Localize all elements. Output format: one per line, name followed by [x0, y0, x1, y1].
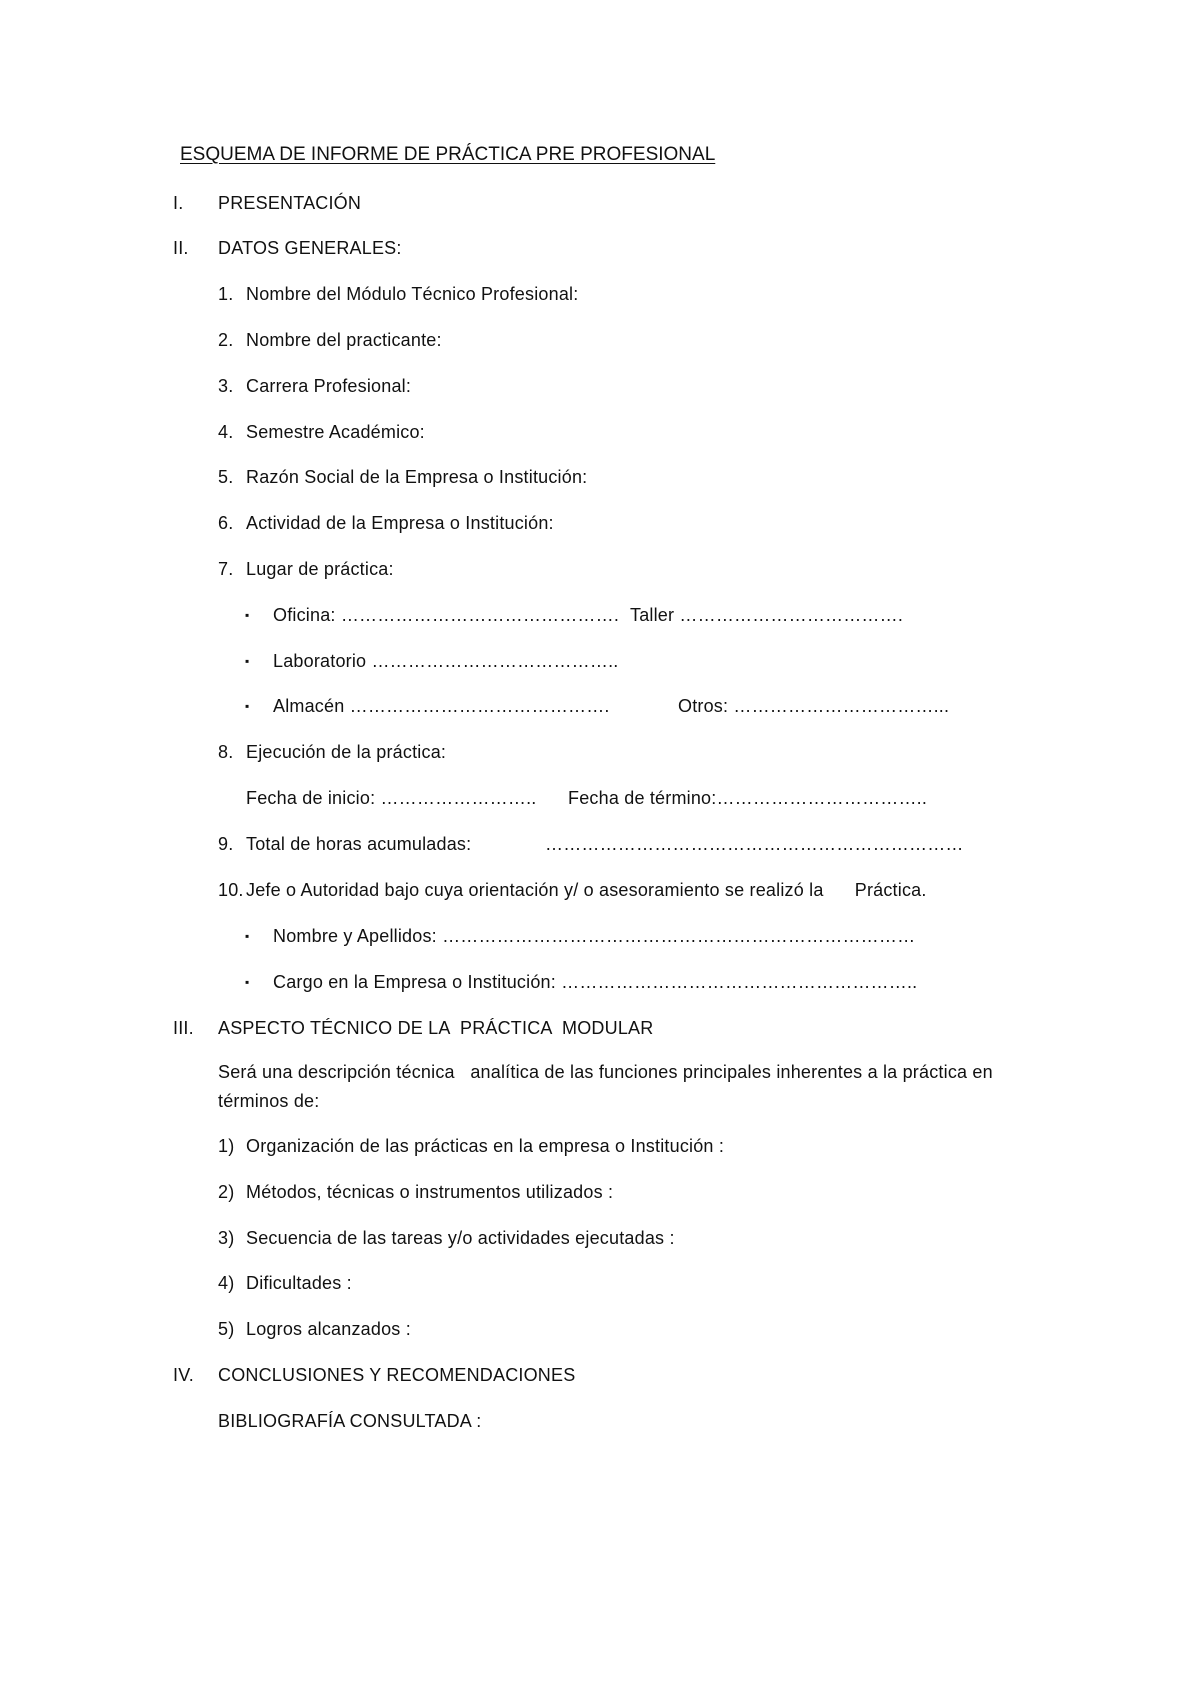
- bullet-icon: ▪: [245, 929, 250, 943]
- taller-field: Taller ……………………………….: [630, 605, 904, 625]
- item-number: 7.: [218, 559, 234, 579]
- item-label: Organización de las prácticas en la empresa o Institución :: [246, 1136, 725, 1156]
- bullet-icon: ▪: [245, 654, 250, 668]
- bullet-icon: ▪: [245, 699, 250, 713]
- laboratorio-field: Laboratorio …………………………………..: [273, 651, 619, 671]
- item-label: Jefe o Autoridad bajo cuya orientación y/ o asesoramiento se realizó la Práctica.: [246, 880, 927, 900]
- section-number: I.: [173, 193, 184, 213]
- oficina-field: Oficina: ……………………………………….: [273, 605, 620, 625]
- horas-field: ……………………………………………………………: [545, 834, 964, 854]
- item-number: 10.: [218, 880, 244, 900]
- item-number: 4.: [218, 422, 234, 442]
- item-number: 2): [218, 1182, 235, 1202]
- item-number: 6.: [218, 513, 234, 533]
- item-number: 9.: [218, 834, 234, 854]
- item-label: Semestre Académico:: [246, 422, 425, 442]
- item-number: 4): [218, 1273, 235, 1293]
- section-number: IV.: [173, 1365, 194, 1385]
- cargo-field: Cargo en la Empresa o Institución: …………………………………………………..: [273, 972, 918, 992]
- nombre-apellidos-field: Nombre y Apellidos: ……………………………………………………………………: [273, 926, 916, 946]
- item-number: 8.: [218, 742, 234, 762]
- item-number: 3.: [218, 376, 234, 396]
- document-title: ESQUEMA DE INFORME DE PRÁCTICA PRE PROFESIONAL: [180, 144, 716, 165]
- aspecto-description: Será una descripción técnica analítica de las funciones principales inherentes a la práctica en términos de:: [218, 1062, 999, 1111]
- item-label: Ejecución de la práctica:: [246, 742, 447, 762]
- item-number: 1.: [218, 284, 234, 304]
- item-label: Logros alcanzados :: [246, 1319, 411, 1339]
- fecha-inicio-field: Fecha de inicio: ……………………..: [246, 788, 537, 808]
- item-label: Actividad de la Empresa o Institución:: [246, 513, 554, 533]
- item-label: Métodos, técnicas o instrumentos utilizados :: [246, 1182, 614, 1202]
- item-number: 5.: [218, 467, 234, 487]
- otros-field: Otros: ……………………………...: [678, 696, 950, 716]
- item-label: Total de horas acumuladas:: [246, 834, 472, 854]
- item-label: Razón Social de la Empresa o Institución:: [246, 467, 588, 487]
- section-label: ASPECTO TÉCNICO DE LA PRÁCTICA MODULAR: [218, 1018, 654, 1038]
- item-label: Nombre del Módulo Técnico Profesional:: [246, 284, 579, 304]
- bibliografia-label: BIBLIOGRAFÍA CONSULTADA :: [218, 1411, 482, 1431]
- item-label: Secuencia de las tareas y/o actividades ejecutadas :: [246, 1228, 675, 1248]
- item-number: 1): [218, 1136, 235, 1156]
- section-label: CONCLUSIONES Y RECOMENDACIONES: [218, 1365, 576, 1385]
- bullet-icon: ▪: [245, 975, 250, 989]
- almacen-field: Almacén …………………………………….: [273, 696, 610, 716]
- item-number: 2.: [218, 330, 234, 350]
- bullet-icon: ▪: [245, 608, 250, 622]
- item-number: 5): [218, 1319, 235, 1339]
- item-number: 3): [218, 1228, 235, 1248]
- item-label: Dificultades :: [246, 1273, 352, 1293]
- item-label: Lugar de práctica:: [246, 559, 394, 579]
- section-label: DATOS GENERALES:: [218, 238, 402, 258]
- section-number: III.: [173, 1018, 194, 1038]
- item-label: Carrera Profesional:: [246, 376, 412, 396]
- section-number: II.: [173, 238, 189, 258]
- fecha-termino-field: Fecha de término:……………………………..: [568, 788, 928, 808]
- item-label: Nombre del practicante:: [246, 330, 442, 350]
- section-label: PRESENTACIÓN: [218, 193, 362, 213]
